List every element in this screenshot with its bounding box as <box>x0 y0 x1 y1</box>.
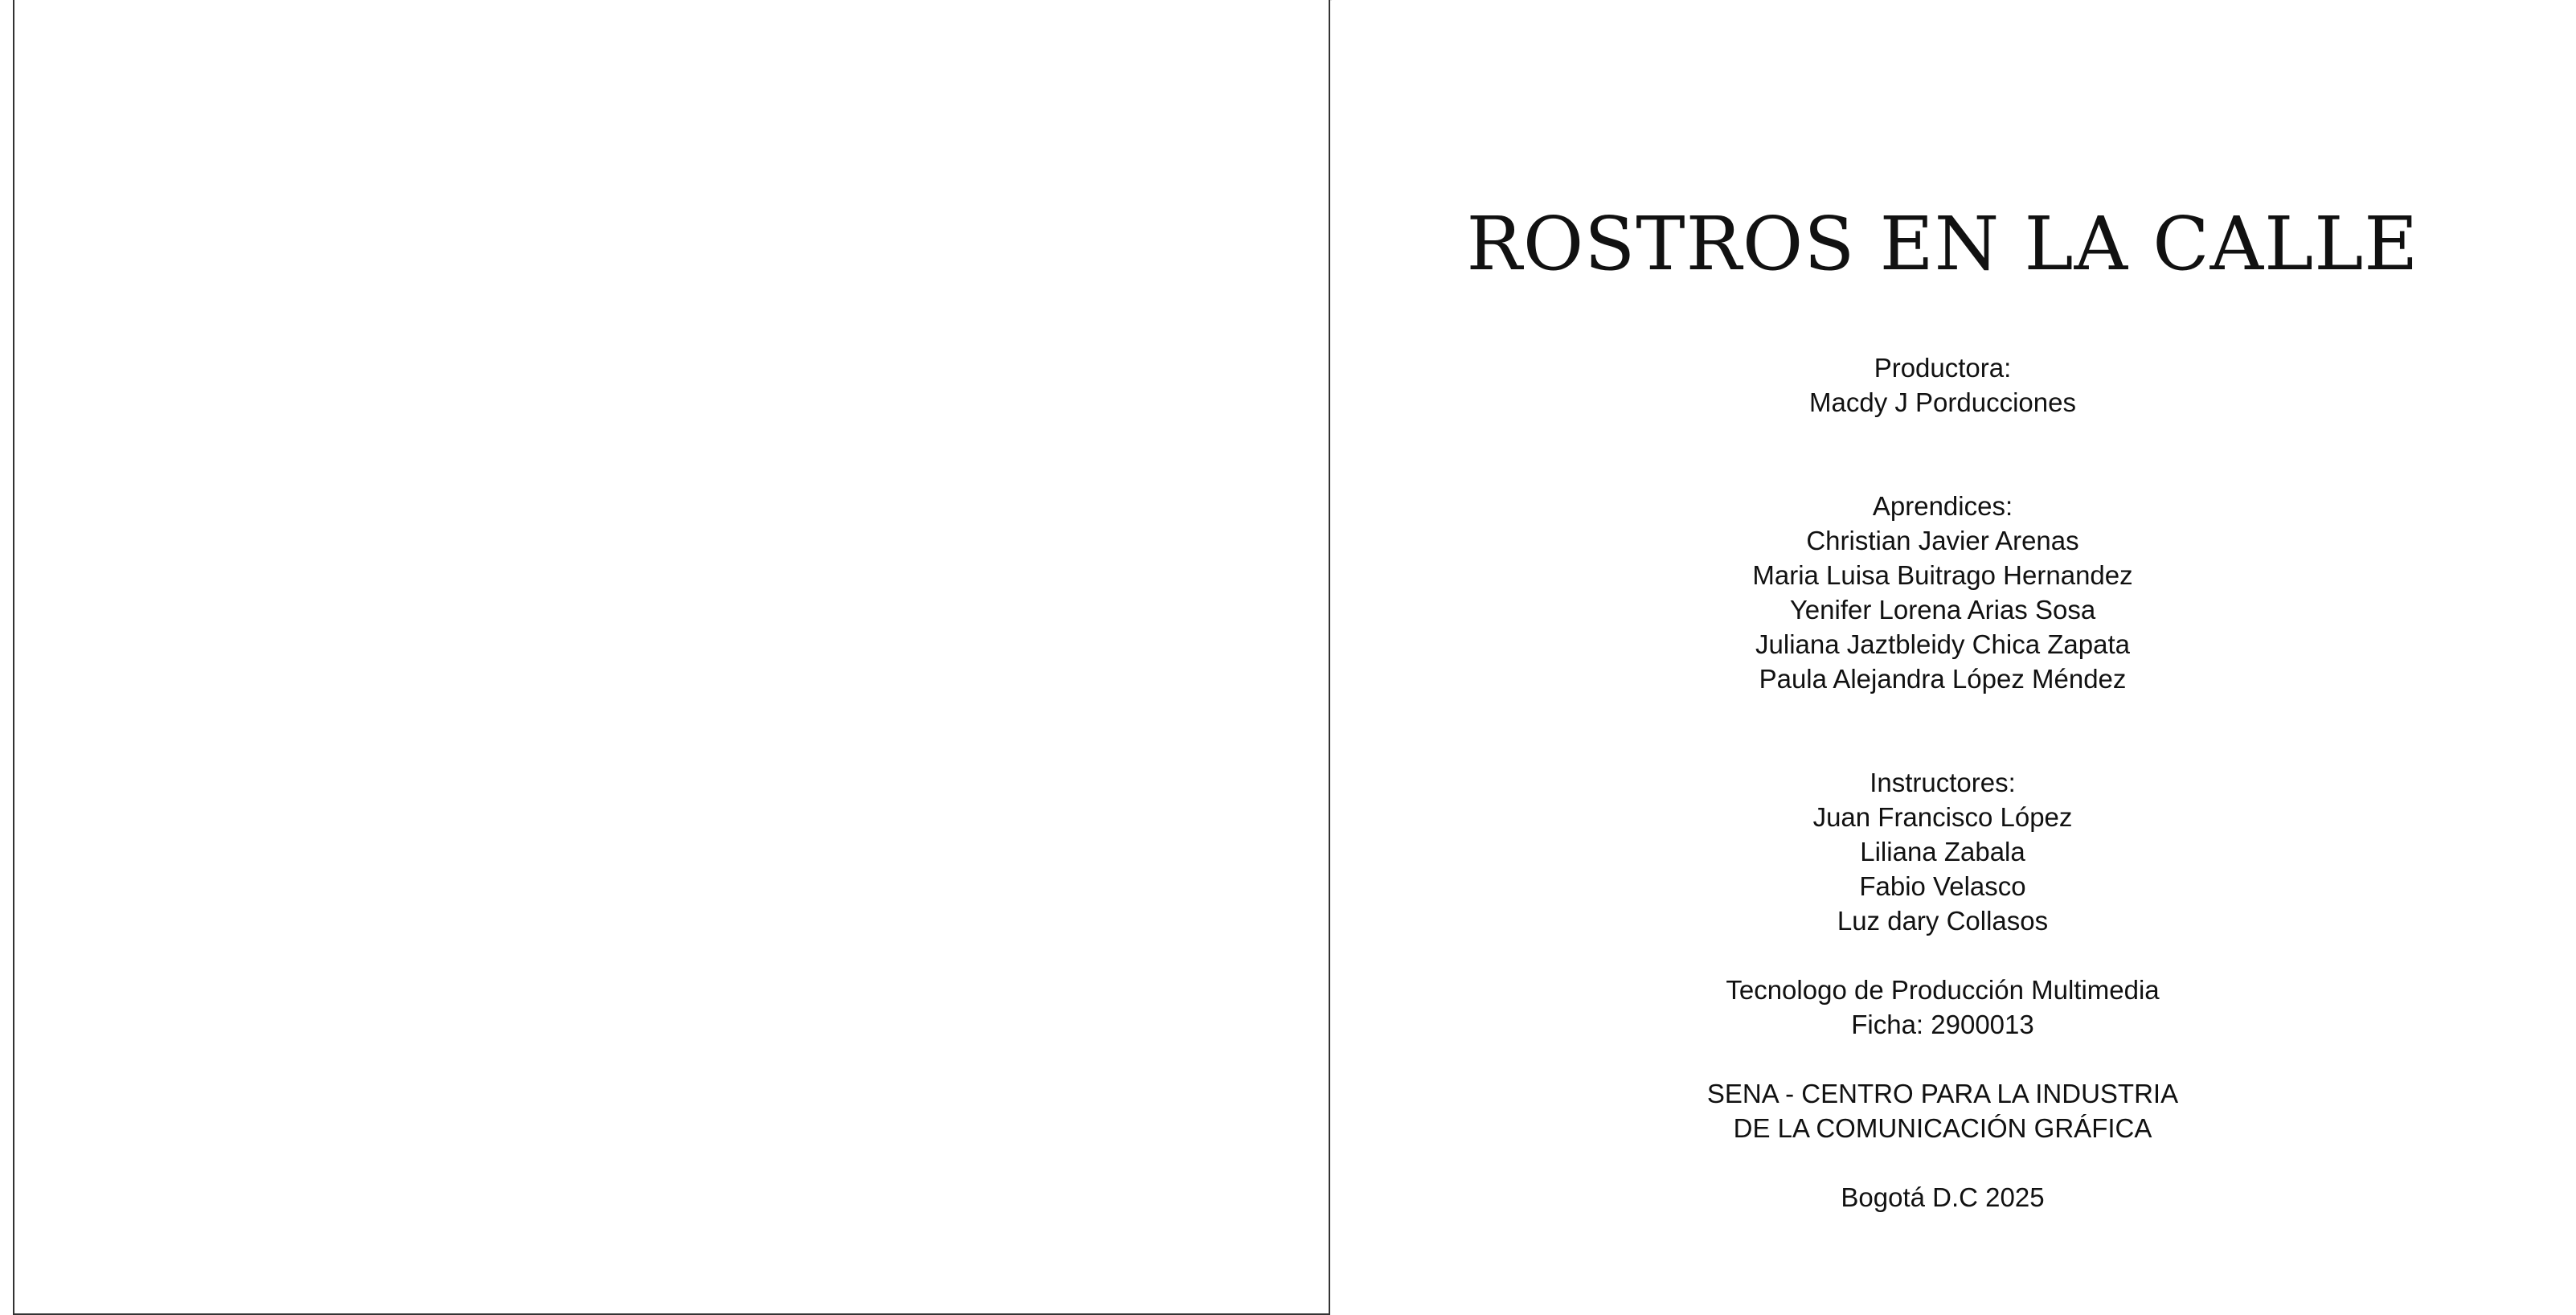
right-page-credits <box>1332 0 2576 1315</box>
apprentice-name: Yenifer Lorena Arias Sosa <box>1789 595 2096 625</box>
program-name: Tecnologo de Producción Multimedia <box>1726 975 2160 1005</box>
apprentices-label: Aprendices: <box>1872 491 2013 521</box>
apprentice-name: Christian Javier Arenas <box>1806 526 2079 555</box>
institution-section <box>1332 1076 2553 1145</box>
book-title: ROSTROS EN LA CALLE <box>1466 201 2419 287</box>
producer-label: Productora: <box>1874 353 2012 383</box>
instructors-section <box>1332 765 2553 938</box>
left-page-blank <box>13 0 1330 1315</box>
instructor-name: Liliana Zabala <box>1860 837 2025 866</box>
apprentice-name: Maria Luisa Buitrago Hernandez <box>1752 560 2133 590</box>
institution-line-1: SENA - CENTRO PARA LA INDUSTRIA <box>1706 1079 2179 1108</box>
instructor-name: Fabio Velasco <box>1859 871 2026 901</box>
producer-section <box>1332 350 2553 420</box>
program-ficha: Ficha: 2900013 <box>1851 1010 2034 1039</box>
institution-line-2: DE LA COMUNICACIÓN GRÁFICA <box>1733 1113 2152 1143</box>
instructors-label: Instructores: <box>1870 768 2016 797</box>
apprentice-name: Paula Alejandra López Méndez <box>1759 664 2127 694</box>
place-date: Bogotá D.C 2025 <box>1841 1182 2045 1212</box>
credits-block <box>1332 350 2553 1215</box>
instructor-name: Juan Francisco López <box>1812 802 2073 832</box>
program-section <box>1332 973 2553 1042</box>
apprentices-section <box>1332 489 2553 696</box>
instructor-name: Luz dary Collasos <box>1837 906 2049 936</box>
place-date-section <box>1332 1180 2553 1215</box>
producer-name: Macdy J Porducciones <box>1809 387 2076 417</box>
apprentice-name: Juliana Jaztbleidy Chica Zapata <box>1755 629 2130 659</box>
